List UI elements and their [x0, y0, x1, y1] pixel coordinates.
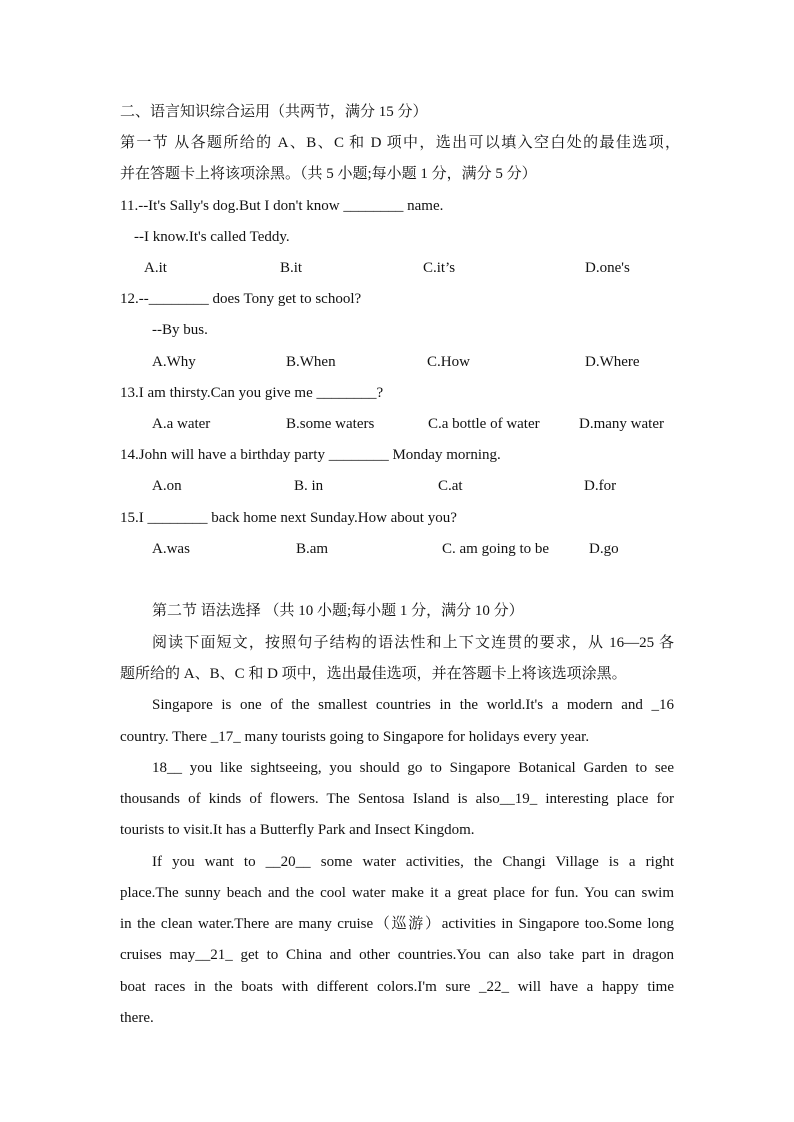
passage-line-6: If you want to __20__ some water activities, the Changi Village is a right — [152, 854, 674, 870]
option-a[interactable]: A.Why — [152, 354, 196, 370]
option-d[interactable]: D.for — [584, 478, 617, 494]
passage-line-10: boat races in the boats with different colors.I'm sure _22_ will have a happy time — [120, 979, 674, 995]
question-11-options — [120, 258, 680, 278]
question-12-options — [120, 352, 680, 372]
option-c[interactable]: C.a bottle of water — [428, 416, 540, 432]
question-12-followup: --By bus. — [152, 322, 208, 338]
question-15-stem: 15.I ________ back home next Sunday.How about you? — [120, 510, 457, 526]
question-12-stem: 12.--________ does Tony get to school? — [120, 291, 362, 307]
question-14-stem: 14.John will have a birthday party ________ Monday morning. — [120, 447, 501, 463]
question-15-options — [120, 539, 680, 559]
option-b[interactable]: B.some waters — [286, 416, 375, 432]
option-b[interactable]: B.am — [296, 541, 329, 557]
option-d[interactable]: D.Where — [585, 354, 640, 370]
passage-line-7: place.The sunny beach and the cool water make it a great place for fun. You can swim — [120, 885, 674, 901]
part2-heading: 第二节 语法选择 （共 10 小题;每小题 1 分，满分 10 分） — [152, 603, 524, 619]
question-13-stem: 13.I am thirsty.Can you give me ________? — [120, 385, 384, 401]
option-a[interactable]: A.on — [152, 478, 182, 494]
option-b[interactable]: B.When — [286, 354, 336, 370]
part2-instruction-line-1: 阅读下面短文，按照句子结构的语法性和上下文连贯的要求，从 16—25 各 — [152, 635, 674, 651]
passage-line-2: country. There _17_ many tourists going to Singapore for holidays every year. — [120, 729, 590, 745]
part2-instruction-line-2: 题所给的 A、B、C 和 D 项中，选出最佳选项，并在答题卡上将该选项涂黑。 — [120, 666, 627, 682]
option-c[interactable]: C. am going to be — [442, 541, 550, 557]
option-b[interactable]: B.it — [280, 260, 303, 276]
passage-line-9: cruises may__21_ get to China and other countries.You can also take part in dragon — [120, 947, 674, 963]
option-d[interactable]: D.many water — [579, 416, 664, 432]
option-a[interactable]: A.it — [144, 260, 167, 276]
option-c[interactable]: C.at — [438, 478, 463, 494]
passage-line-8: in the clean water.There are many cruise（巡游）activities in Singapore too.Some long — [120, 916, 674, 932]
question-14-options — [120, 476, 680, 496]
question-11-followup: --I know.It's called Teddy. — [134, 229, 290, 245]
option-c[interactable]: C.How — [427, 354, 470, 370]
question-13-options — [120, 414, 680, 434]
part1-intro-line-2: 并在答题卡上将该项涂黑。（共 5 小题;每小题 1 分，满分 5 分） — [120, 166, 537, 182]
passage-line-11: there. — [120, 1010, 154, 1026]
passage-line-4: thousands of kinds of flowers. The Sentosa Island is also__19_ interesting place for — [120, 791, 674, 807]
option-a[interactable]: A.was — [152, 541, 190, 557]
part1-intro-line-1: 第一节 从各题所给的 A、B、C 和 D 项中，选出可以填入空白处的最佳选项， — [120, 135, 680, 151]
passage-line-1: Singapore is one of the smallest countries in the world.It's a modern and _16 — [152, 697, 674, 713]
section-title: 二、语言知识综合运用（共两节，满分 15 分） — [120, 104, 428, 120]
option-b[interactable]: B. in — [294, 478, 324, 494]
option-a[interactable]: A.a water — [152, 416, 211, 432]
question-11-stem: 11.--It's Sally's dog.But I don't know ________ name. — [120, 198, 444, 214]
option-d[interactable]: D.one's — [585, 260, 630, 276]
passage-line-5: tourists to visit.It has a Butterfly Park and Insect Kingdom. — [120, 822, 475, 838]
passage-line-3: 18__ you like sightseeing, you should go to Singapore Botanical Garden to see — [152, 760, 674, 776]
option-d[interactable]: D.go — [589, 541, 619, 557]
option-c[interactable]: C.it’s — [423, 260, 456, 276]
